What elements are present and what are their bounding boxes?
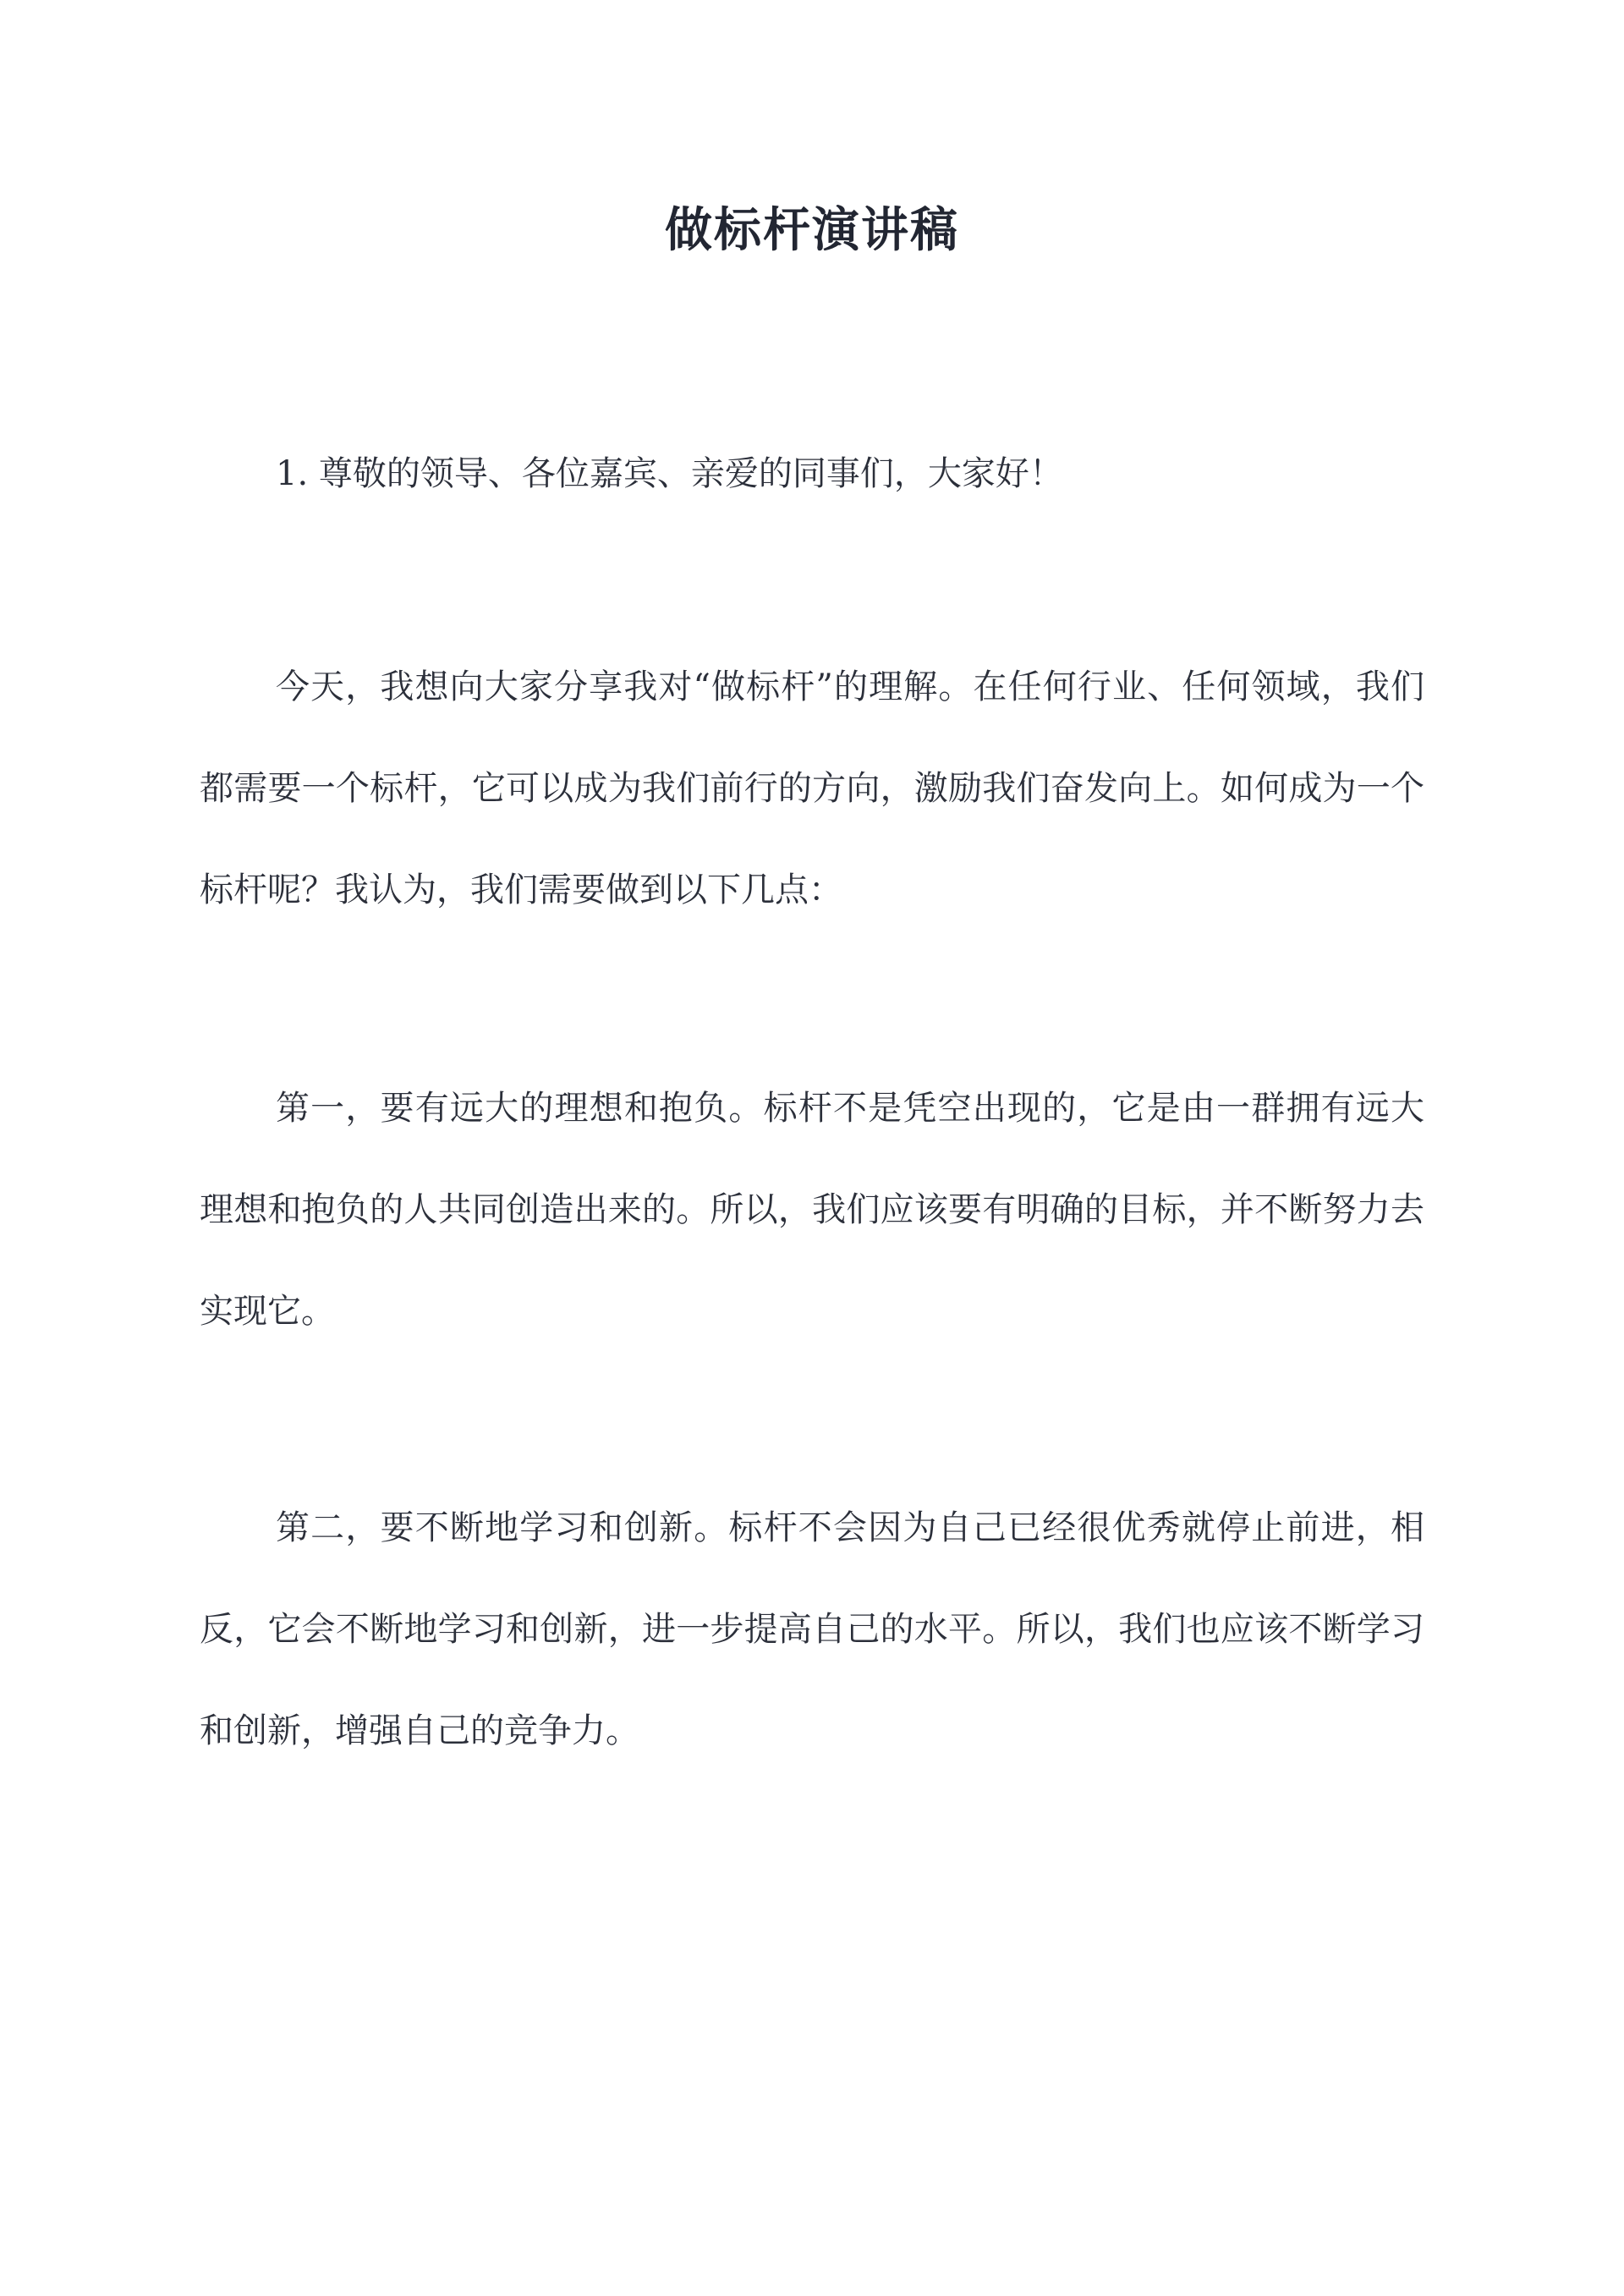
paragraph-greeting: 1. 尊敬的领导、各位嘉宾、亲爱的同事们，大家好！ bbox=[276, 454, 1063, 493]
document-title: 做标杆演讲稿 bbox=[665, 202, 959, 258]
paragraph-point-two: 第二，要不断地学习和创新。标杆不会因为自己已经很优秀就停止前进，相反，它会不断地学习和创新，进一步提高自己的水平。所以，我们也应该不断学习和创新，增强自己的竞争力。 bbox=[200, 1508, 1424, 1750]
paragraph-point-one: 第一，要有远大的理想和抱负。标杆不是凭空出现的，它是由一群拥有远大理想和抱负的人共同创造出来的。所以，我们应该要有明确的目标，并不断努力去实现它。 bbox=[200, 1089, 1424, 1331]
paragraph-intro: 今天，我想向大家分享我对“做标杆”的理解。在任何行业、任何领域，我们都需要一个标杆，它可以成为我们前行的方向，激励我们奋发向上。如何成为一个标杆呢？我认为，我们需要做到以下几点： bbox=[200, 667, 1424, 909]
